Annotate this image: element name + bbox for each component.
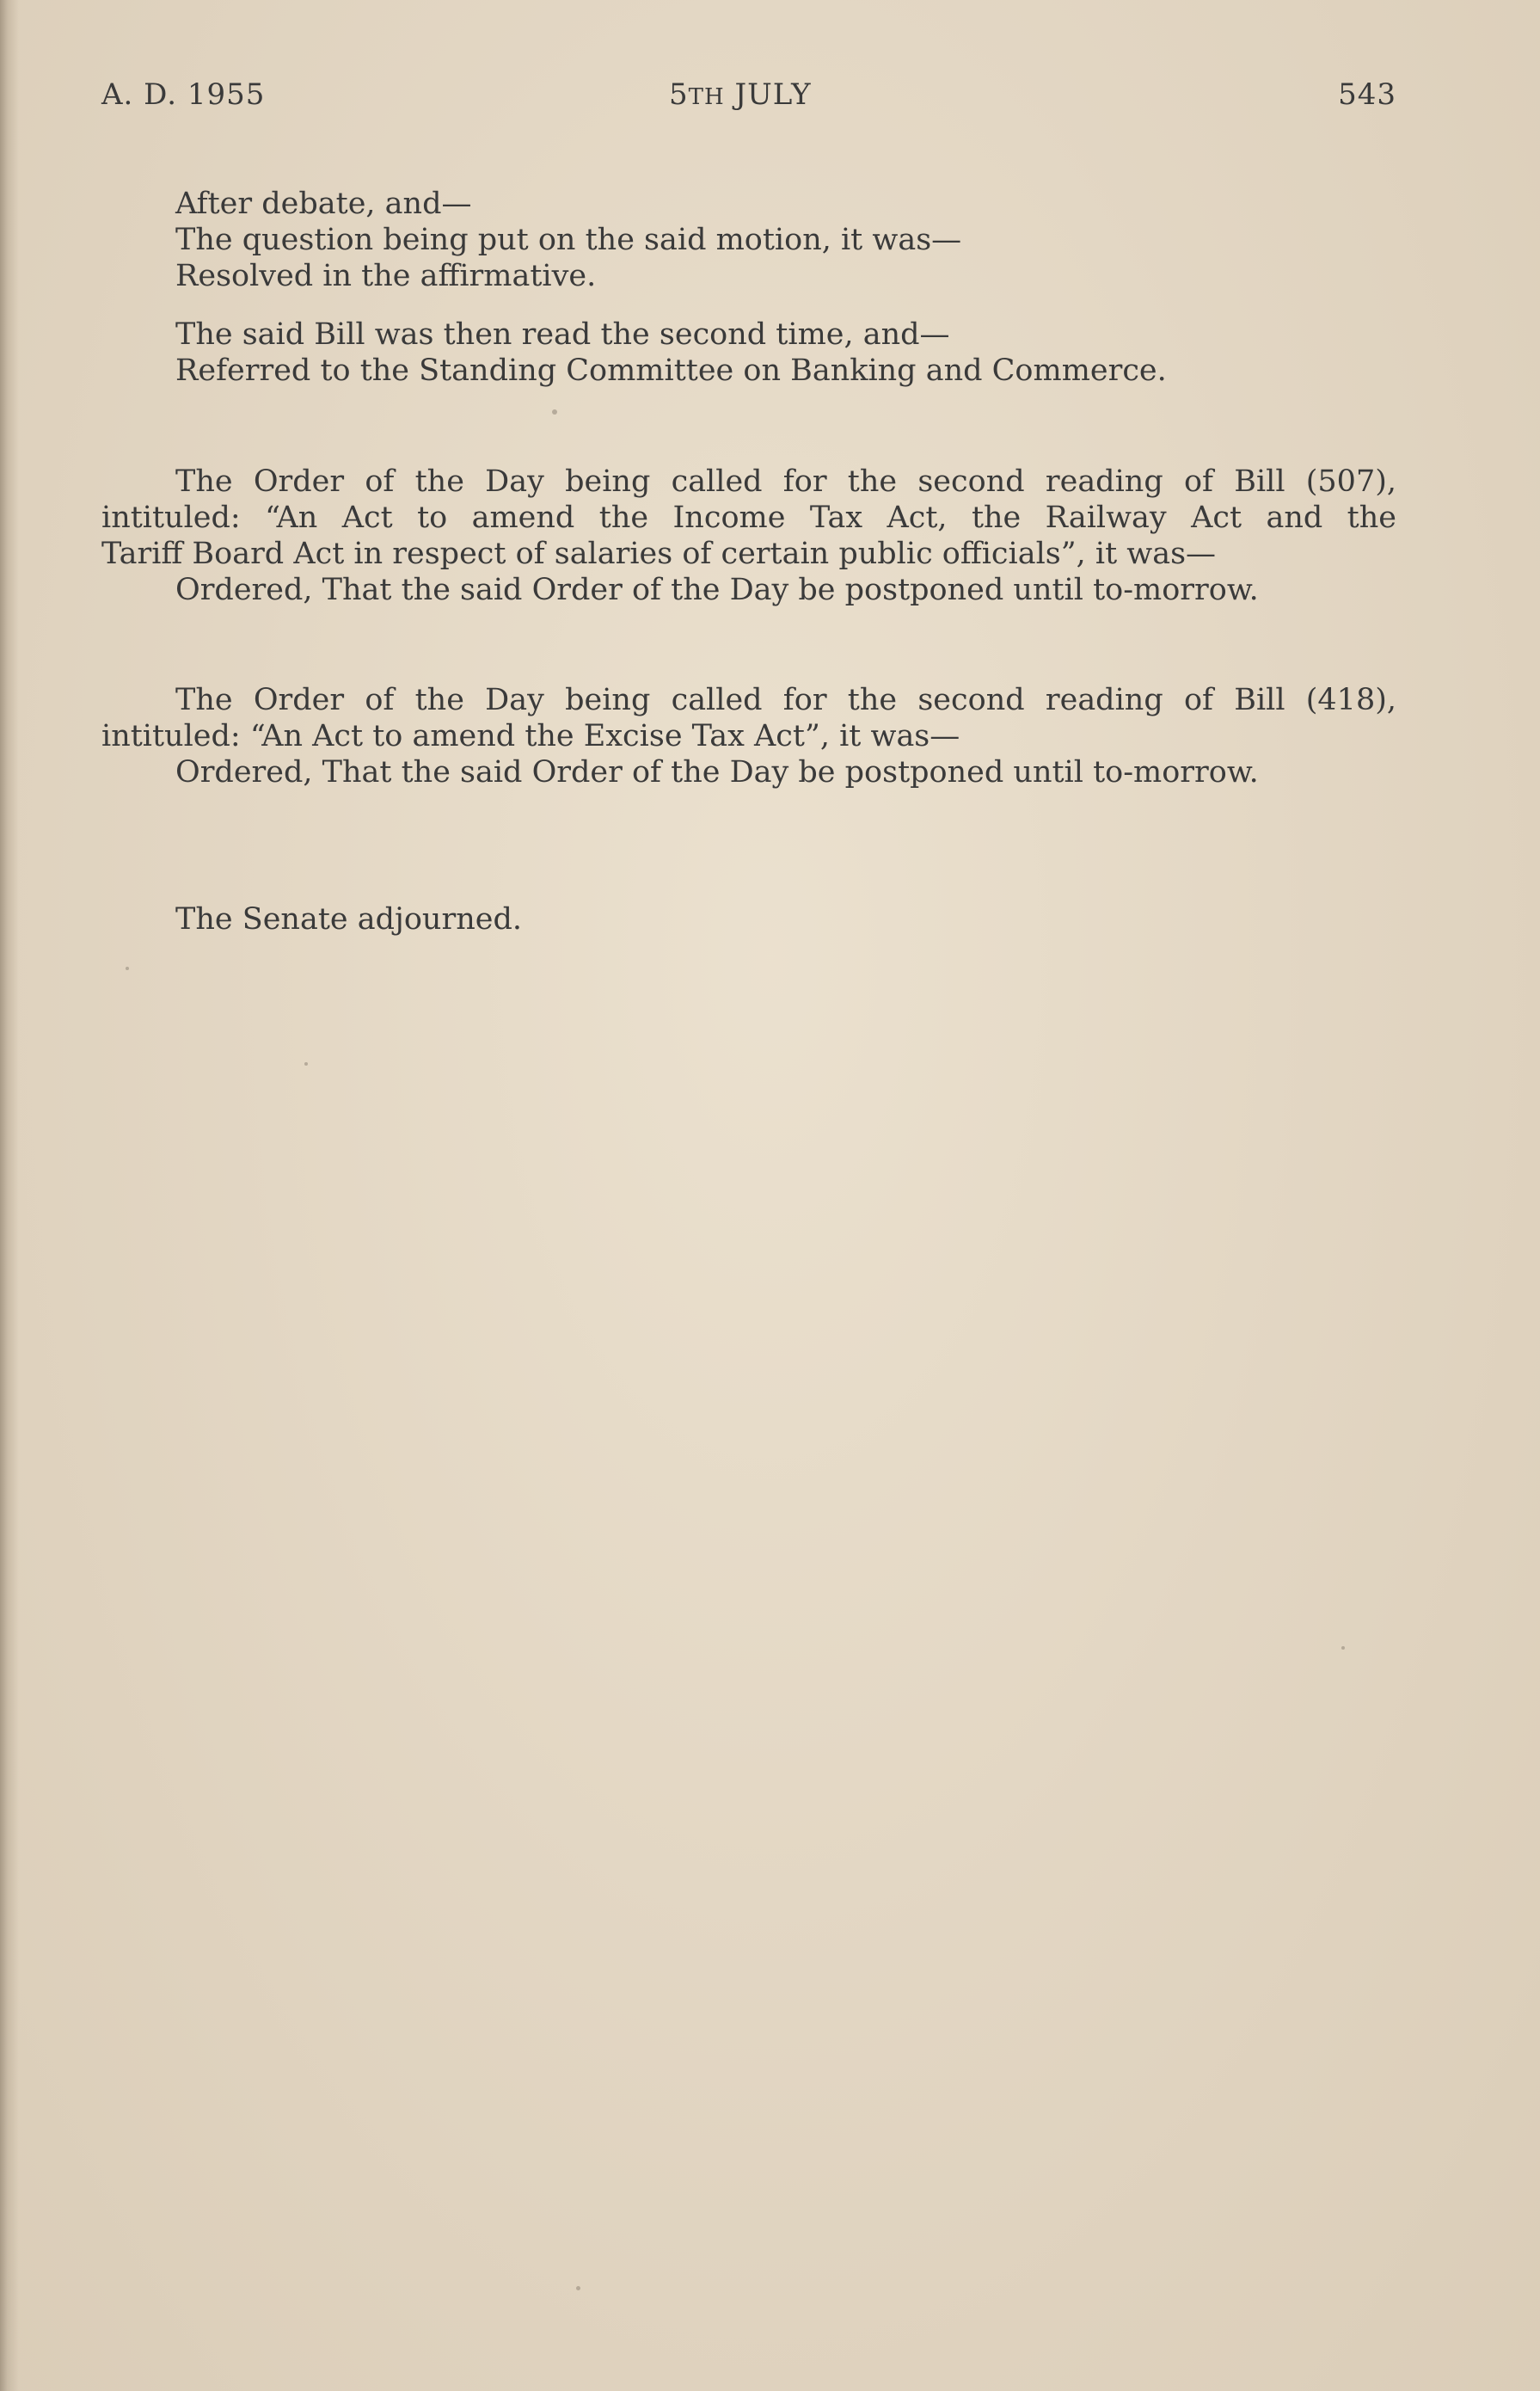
paragraph-bill-418 bbox=[101, 682, 1396, 790]
paragraph-debate bbox=[101, 186, 1396, 294]
page-number: 543 bbox=[1338, 77, 1396, 112]
header-month: JULY bbox=[734, 77, 812, 112]
header-year: A. D. 1955 bbox=[101, 77, 266, 112]
text-line: Resolved in the affirmative. bbox=[175, 259, 597, 293]
text-line: Ordered, That the said Order of the Day be postponed until to-morrow. bbox=[175, 755, 1259, 790]
paragraph-bill-507 bbox=[101, 464, 1396, 608]
text-line: intituled: “An Act to amend the Excise Tax Act”, it was— bbox=[101, 719, 960, 753]
text-line: The question being put on the said motion, it was— bbox=[175, 223, 962, 257]
text-line: The said Bill was then read the second time, and— bbox=[175, 317, 950, 352]
page-edge-shadow bbox=[0, 0, 19, 2391]
text-line: After debate, and— bbox=[175, 187, 472, 221]
text-line: The Order of the Day being called for the second reading of Bill (418), bbox=[175, 683, 1396, 717]
text-line: intituled: “An Act to amend the Income Tax Act, the Railway Act and the bbox=[101, 501, 1396, 535]
paper-speck bbox=[552, 409, 557, 415]
text-line: Ordered, That the said Order of the Day be postponed until to-morrow. bbox=[175, 573, 1259, 607]
paragraph-second-reading bbox=[101, 317, 1396, 389]
text-line: Referred to the Standing Committee on Banking and Commerce. bbox=[175, 353, 1167, 388]
text-line: The Senate adjourned. bbox=[175, 902, 522, 937]
paper-speck bbox=[1341, 1646, 1345, 1650]
header-day-suffix: TH bbox=[688, 84, 725, 110]
text-line: The Order of the Day being called for the second reading of Bill (507), bbox=[175, 464, 1396, 499]
header-day: 5 bbox=[669, 77, 689, 112]
paper-speck bbox=[126, 967, 129, 970]
text-line: Tariff Board Act in respect of salaries of certain public officials”, it was— bbox=[101, 537, 1217, 571]
paper-speck bbox=[304, 1062, 308, 1066]
paragraph-adjourned bbox=[101, 901, 1396, 937]
paper-speck bbox=[576, 2286, 580, 2290]
running-head bbox=[101, 77, 1396, 115]
header-date bbox=[669, 77, 812, 112]
